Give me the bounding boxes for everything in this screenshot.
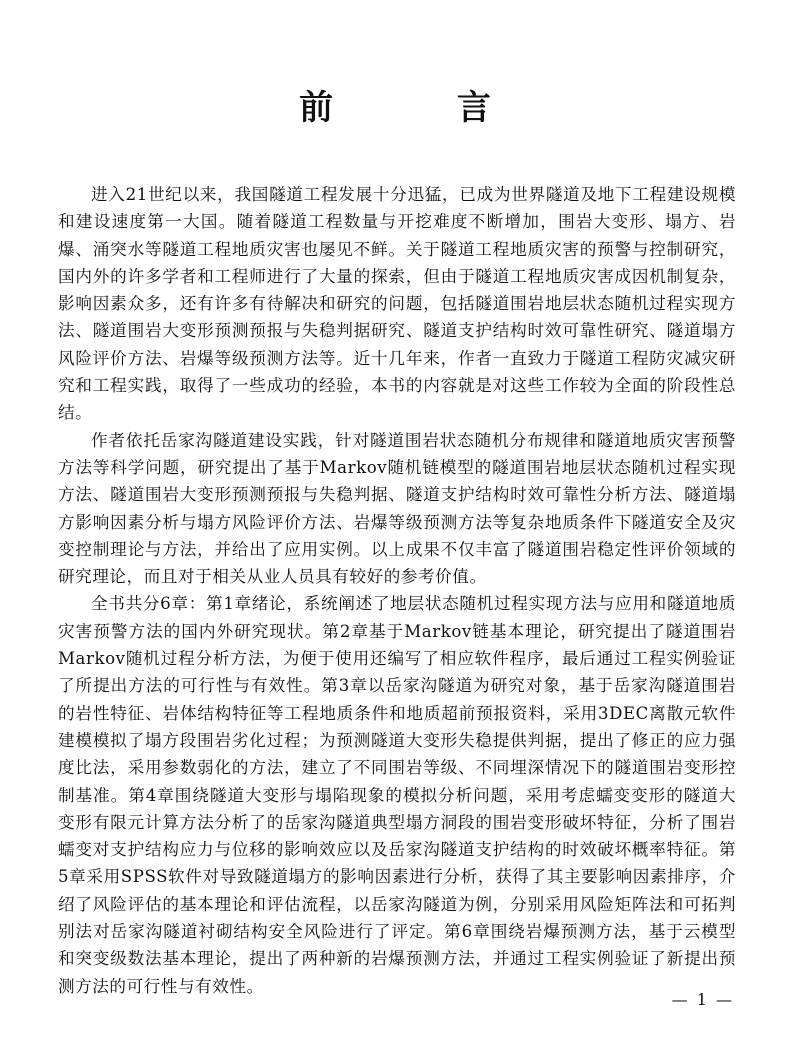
paragraph-2: 作者依托岳家沟隧道建设实践，针对隧道围岩状态随机分布规律和隧道地质灾害预警方法等科学问题，研究提出了基于Markov随机链模型的隧道围岩地层状态随机过程实现方法、隧道围岩大变形预测预报与失稳判据、隧道支护结构时效可靠性分析方法、隧道塌方影响因素分析与塌方风险评价方法、岩爆等级预测方法等复杂地质条件下隧道安全及灾变控制理论与方法，并给出了应用实例。以上成果不仅丰富了隧道围岩稳定性评价领域的研究理论，而且对于相关从业人员具有较好的参考价值。: [58, 430, 736, 587]
paragraph-3: 全书共分6章：第1章绪论，系统阐述了地层状态随机过程实现方法与应用和隧道地质灾害预警方法的国内外研究现状。第2章基于Markov链基本理论，研究提出了隧道围岩Markov随机过程分析方法，为便于使用还编写了相应软件程序，最后通过工程实例验证了所提出方法的可行性与有效性。第3章以岳家沟隧道为研究对象，基于岳家沟隧道围岩的岩性特征、岩体结构特征等工程地质条件和地质超前预报资料，采用3DEC离散元软件建模模拟了塌方段围岩劣化过程；为预测隧道大变形失稳提供判据，提出了修正的应力强度比法，采用参数弱化的方法，建立了不同围岩等级、不同埋深情况下的隧道围岩变形控制基准。第4章围绕隧道大变形与塌陷现象的模拟分析问题，采用考虑蠕变变形的隧道大变形有限元计算方法分析了的岳家沟隧道典型塌方洞段的围岩变形破坏特征，分析了围岩蠕变对支护结构应力与位移的影响效应以及岳家沟隧道支护结构的时效破坏概率特征。第5章采用SPSS软件对导致隧道塌方的影响因素进行分析，获得了其主要影响因素排序，介绍了风险评估的基本理论和评估流程，以岳家沟隧道为例，分别采用风险矩阵法和可拓判别法对岳家沟隧道衬砌结构安全风险进行了评定。第6章围绕岩爆预测方法，基于云模型和突变级数法基本理论，提出了两种新的岩爆预测方法，并通过工程实例验证了新提出预测方法的可行性与有效性。: [58, 594, 736, 996]
paragraph-1: 进入21世纪以来，我国隧道工程发展十分迅猛，已成为世界隧道及地下工程建设规模和建设速度第一大国。随着隧道工程数量与开挖难度不断增加，围岩大变形、塌方、岩爆、涌突水等隧道工程地质灾害也屡见不鲜。关于隧道工程地质灾害的预警与控制研究，国内外的许多学者和工程师进行了大量的探索，但由于隧道工程地质灾害成因机制复杂，影响因素众多，还有许多有待解决和研究的问题，包括隧道围岩地层状态随机过程实现方法、隧道围岩大变形预测预报与失稳判据研究、隧道支护结构时效可靠性研究、隧道塌方风险评价方法、岩爆等级预测方法等。近十几年来，作者一直致力于隧道工程防灾减灾研究和工程实践，取得了一些成功的经验，本书的内容就是对这些工作较为全面的阶段性总结。: [58, 185, 736, 423]
page-title: 前 言: [299, 88, 547, 128]
page-number: — 1 —: [671, 990, 734, 1009]
preface-body: [58, 181, 736, 1000]
